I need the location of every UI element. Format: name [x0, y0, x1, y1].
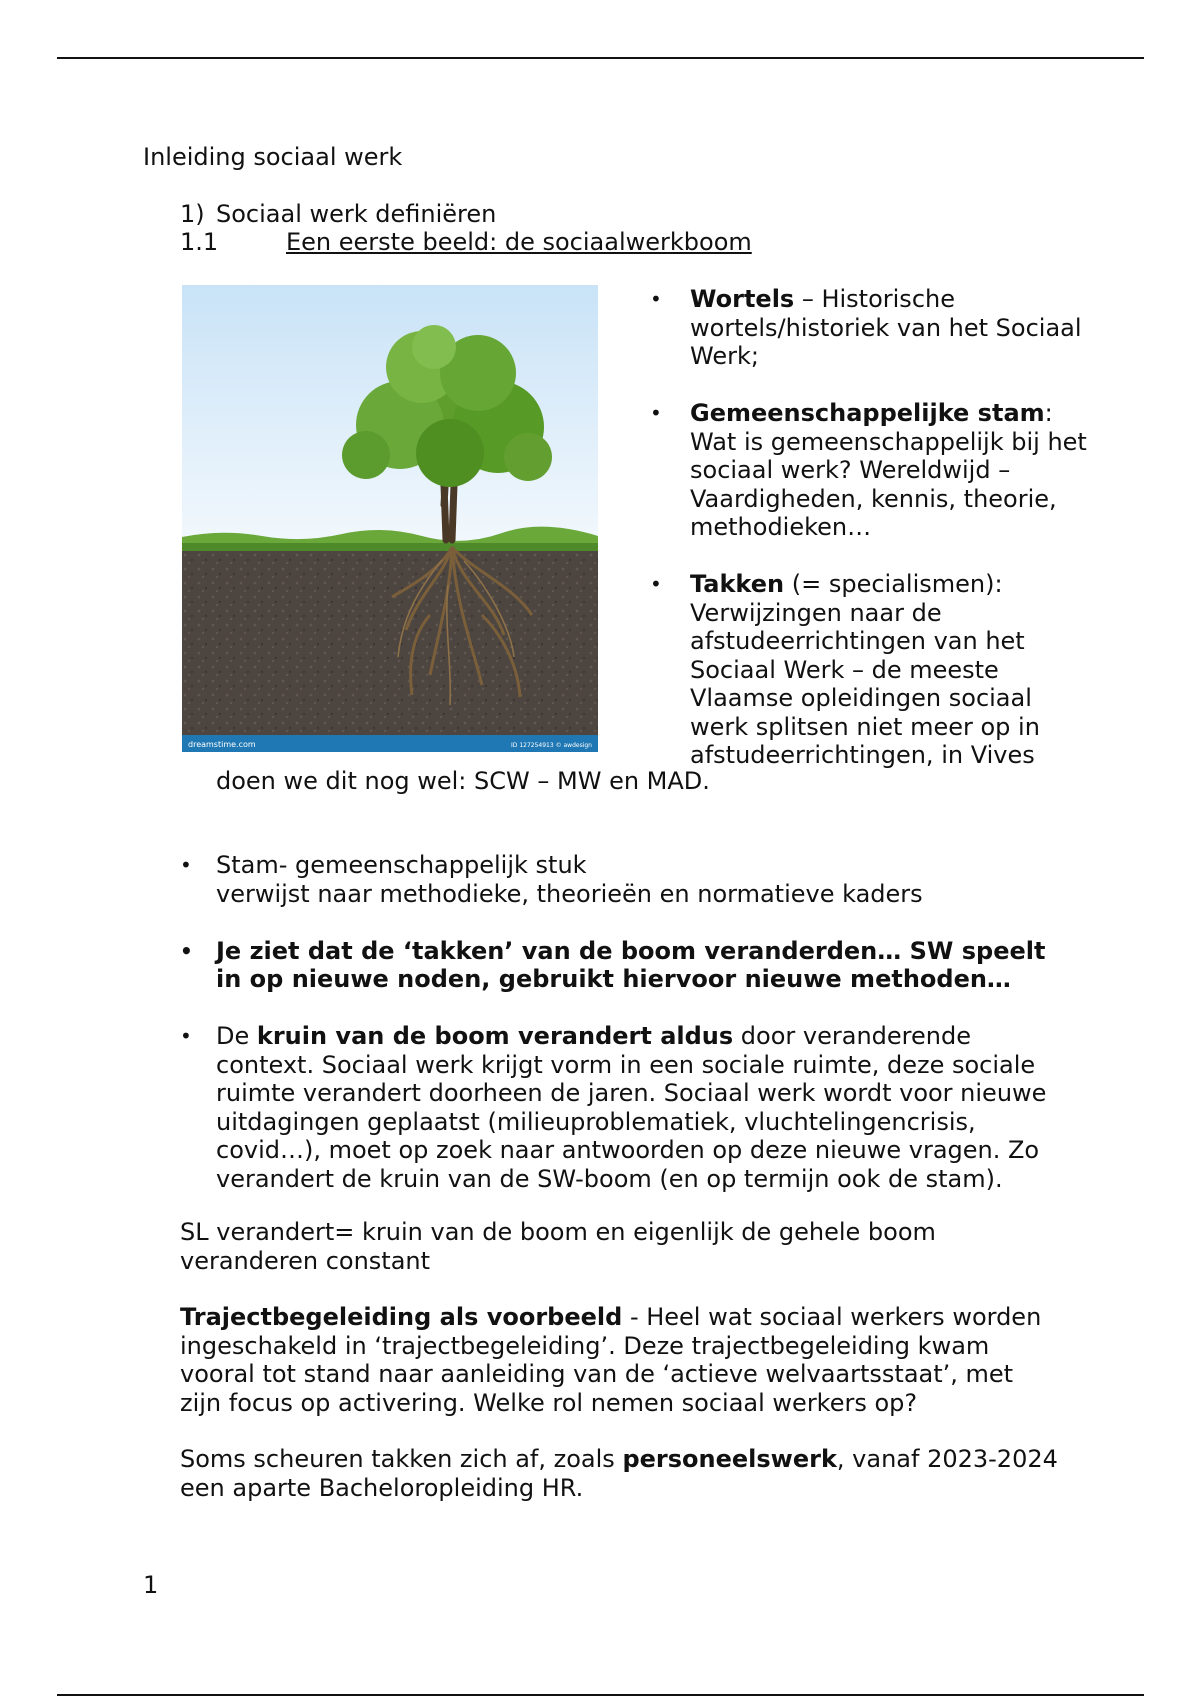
list-item-kruin	[180, 1022, 1060, 1193]
section-heading-text: Sociaal werk definiëren	[216, 200, 497, 228]
paragraph-trajectbegeleiding	[180, 1303, 1060, 1417]
page-number: 1	[143, 1571, 159, 1599]
section-number: 1)	[180, 200, 205, 228]
stam-line-1: Stam- gemeenschappelijk stuk	[216, 851, 587, 879]
list-item-stam	[650, 399, 1090, 542]
subsection-heading-text: Een eerste beeld: de sociaalwerkboom	[286, 228, 752, 256]
traject-bold: Trajectbegeleiding als voorbeeld	[180, 1303, 623, 1331]
watermark-left: dreamstime.com	[188, 740, 256, 749]
paragraph-sl	[180, 1218, 1060, 1275]
term-wortels: Wortels	[690, 285, 795, 313]
watermark-right: ID 127254913 © awdesign	[511, 742, 592, 749]
stam-line-2: verwijst naar methodieke, theorieën en normatieve kaders	[216, 879, 923, 908]
term-stam: Gemeenschappelijke stam	[690, 399, 1045, 427]
bullet-icon: •	[180, 853, 192, 877]
tree-with-roots-image	[182, 285, 598, 752]
soms-bold: personeelswerk	[622, 1445, 837, 1473]
tree-parts-list	[650, 285, 1090, 770]
bullet-icon: •	[650, 572, 662, 596]
soms-post: , vanaf 2023-2024 een aparte Bacheloropleiding HR.	[180, 1445, 1058, 1502]
subsection-number: 1.1	[180, 228, 219, 256]
term-takken: Takken	[690, 570, 785, 598]
traject-text: - Heel wat sociaal werkers worden ingeschakeld in ‘trajectbegeleiding’. Deze trajectbegeleiding kwam vooral tot stand naar aanleiding van de ‘actieve welvaartsstaat’, met zijn focus op activering. Welke rol nemen sociaal werkers op?	[180, 1303, 1042, 1417]
bullet-icon: •	[650, 401, 662, 425]
kruin-bold: kruin van de boom verandert aldus	[256, 1022, 734, 1050]
bullet-icon: •	[180, 938, 193, 963]
list-item-takken	[650, 570, 1090, 770]
kruin-post: door veranderende context. Sociaal werk krijgt vorm in een sociale ruimte, deze sociale ruimte verandert doorheen de jaren. Sociaal werk wordt voor nieuwe uitdagingen geplaatst (milieuproblematiek, vluchtelingencrisis, covid…), moet op zoek naar antwoorden op deze nieuwe vragen. Zo verandert de kruin van de SW-boom (en op termijn ook de stam).	[216, 1022, 1047, 1193]
bullet-list	[180, 851, 1060, 1222]
takken-text: Je ziet dat de ‘takken’ van de boom veranderden… SW speelt in op nieuwe noden, gebruikt hiervoor nieuwe methoden…	[216, 936, 1046, 993]
bullet-icon: •	[650, 287, 662, 311]
list-item-takken-summary	[180, 937, 1060, 994]
page-bottom-rule	[57, 1694, 1144, 1696]
subsection-heading	[180, 228, 752, 257]
kruin-pre: De	[216, 1022, 257, 1050]
bullet-icon: •	[180, 1024, 192, 1048]
document-title: Inleiding sociaal werk	[143, 143, 403, 171]
section-heading	[180, 200, 496, 229]
sl-line-1: SL verandert= kruin van de boom en eigenlijk de gehele boom	[180, 1218, 936, 1246]
text-takken: (= specialismen): Verwijzingen naar de afstudeerrichtingen van het Sociaal Werk – de meeste Vlaamse opleidingen sociaal werk splitsen niet meer op in afstudeerrichtingen, in Vives	[690, 570, 1040, 769]
text-stam: : Wat is gemeenschappelijk bij het sociaal werk? Wereldwijd – Vaardigheden, kennis, theorie, methodieken…	[690, 399, 1087, 541]
paragraph-personeelswerk	[180, 1445, 1060, 1502]
soms-pre: Soms scheuren takken zich af, zoals	[180, 1445, 623, 1473]
page-top-rule	[57, 57, 1144, 59]
sl-line-2: veranderen constant	[180, 1246, 431, 1275]
takken-continuation: doen we dit nog wel: SCW – MW en MAD.	[216, 767, 710, 795]
list-item-stam-summary	[180, 851, 1060, 908]
list-item-wortels	[650, 285, 1090, 371]
text-wortels: – Historische wortels/historiek van het Sociaal Werk;	[690, 285, 1082, 370]
